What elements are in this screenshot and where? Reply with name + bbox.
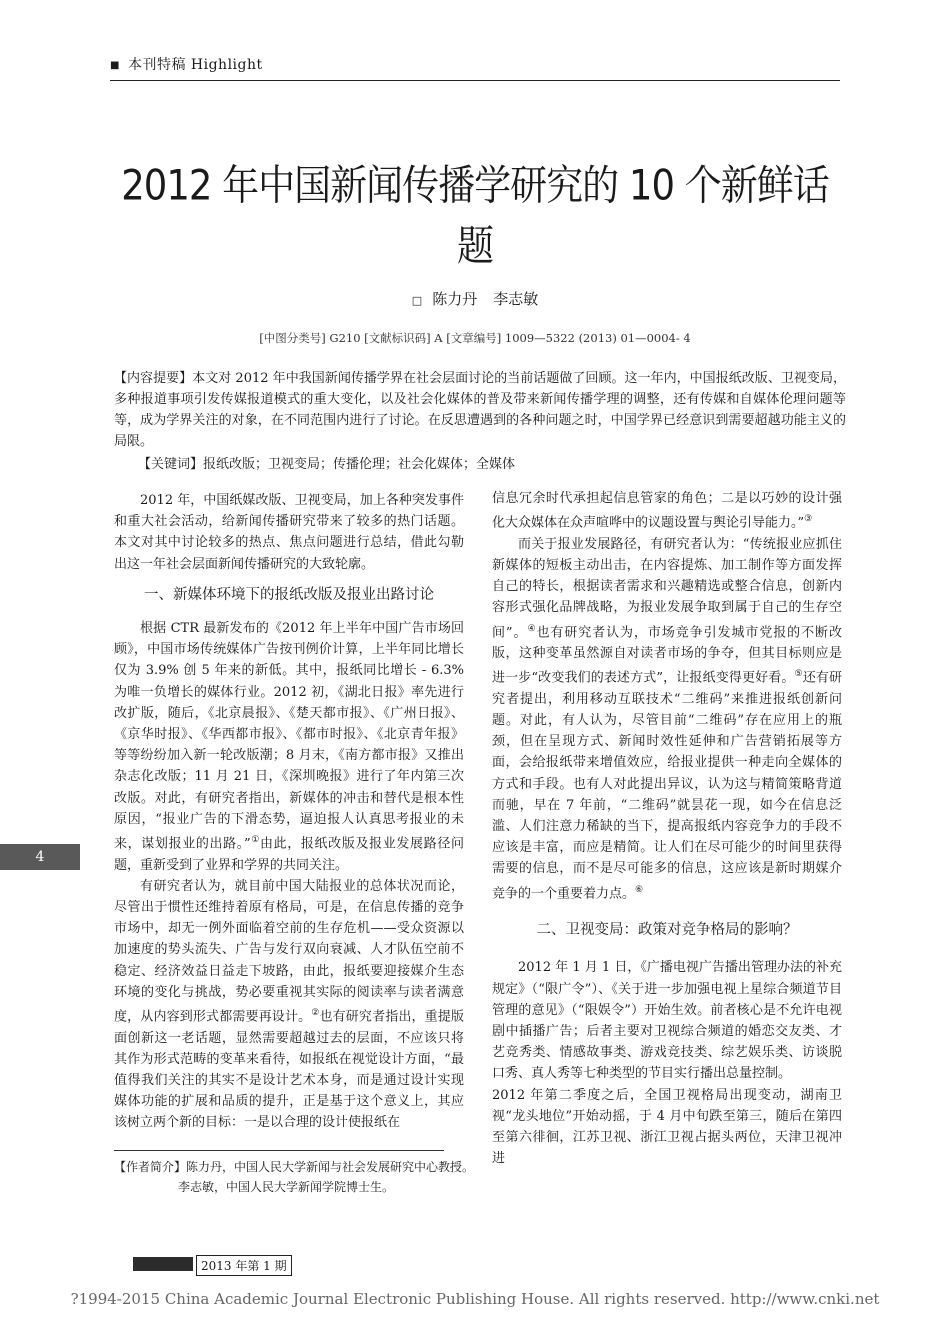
footnote-ref-3: ③ <box>804 514 813 525</box>
section-1-heading: 一、新媒体环境下的报纸改版及报业出路讨论 <box>144 586 434 603</box>
paragraph-1-text: 根据 CTR 最新发布的《2012 年上半年中国广告市场回顾》，中国市场传统媒体广告按刊例价计算，上半年同比增长仅为 3.9% 创 5 年来的新低。其中，报纸同比增长 - 6.3% 为唯一负增长的媒体行业。2012 初，《湖北日报》率先进行改扩版，随后，《北京晨报》、《楚天都市报》、《广州日报》、《京华时报》、《华西都市报》、《都市时报》、《北京青年报》等等纷纷加入新一轮改版潮；8 月末，《南方都市报》又推出杂志化改版；11 月 21 日，《深圳晚报》进行了年内第三次改版。对此，有研究者指出，新媒体的冲击和替代是根本性原因，“报业广告的下滑态势，逼迫报人认真思考报业的未来，谋划报业的出路。” <box>114 621 464 852</box>
paragraph-4: 2012 年 1 月 1 日，《广播电视广告播出管理办法的补充规定》（“限广令”）、《关于进一步加强电视上星综合频道节目管理的意见》（“限娱令”）开始生效。前者核心是不允许电视剧中插播广告；后者主要对卫视综合频道的婚恋交友类、才艺竞秀类、情感故事类、游戏竞技类、综艺娱乐类、访谈脱口秀、真人秀等七种类型的节目实行播出总量控制。 <box>492 960 842 1082</box>
paragraph-2 <box>114 876 464 1134</box>
article-title: 2012 年中国新闻传播学研究的 10 个新鲜话题 <box>121 161 829 271</box>
footnote-ref-2: ② <box>311 1008 320 1018</box>
paragraph-3-tail: 也有研究者认为，市场竞争引发城市党报的不断改版，这种变革虽然源自对读者市场的争夺，但其目标则应是进一步“改变我们的表述方式”，让报纸变得更好看。 <box>492 624 842 686</box>
paragraph-3 <box>492 534 842 904</box>
footnote-ref-6: ⑥ <box>635 884 644 895</box>
paragraph-continued <box>492 488 842 534</box>
paragraph-5: 2012 年第二季度之后，全国卫视格局出现变动，湖南卫视“龙头地位”开始动摇，于 4 月中旬跌至第三，随后在第四至第六徘徊，江苏卫视、浙江卫视占据头两位，天津卫视冲进 <box>492 1087 842 1167</box>
paragraph-1 <box>114 618 464 876</box>
author-2: 李志敏 <box>493 290 539 308</box>
paragraph-1-tail: 由此，报纸改版及报业发展路径问题，重新受到了业界和学界的共同关注。 <box>114 836 464 873</box>
footnote-line-1: 【作者简介】陈力丹，中国人民大学新闻与社会发展研究中心教授。 <box>114 1160 475 1174</box>
paragraph-continued-text: 信息冗余时代承担起信息管家的角色；二是以巧妙的设计强化大众媒体在众声喧哗中的议题设置与舆论引导能力。” <box>492 491 842 531</box>
header-label: 本刊特稿 Highlight <box>127 57 263 73</box>
header-square-icon: ■ <box>110 60 120 71</box>
page-number-tab: 4 <box>0 844 80 870</box>
issue-label: 2013 年第 1 期 <box>196 1255 292 1276</box>
keywords: 【关键词】报纸改版；卫视变局；传播伦理；社会化媒体；全媒体 <box>138 457 516 472</box>
journal-logo <box>133 1257 193 1271</box>
right-column <box>492 488 842 1169</box>
paragraph-2-text: 有研究者认为，就目前中国大陆报业的总体状况而论，尽管出于惯性还维持着原有格局，可是，在信息传播的竞争市场中，却无一例外面临着空前的生存危机——受众资源以加速度的势头流失、广告与发行双向衰减、人才队伍空前不稳定、经济效益日益走下坡路，由此，报纸要迎接媒介生态环境的变化与挑战，势必要重视其实际的阅读率与读者满意度，从内容到形式都需要再设计。 <box>114 878 464 1025</box>
author-footnote <box>114 1157 474 1197</box>
author-square-icon: □ <box>411 294 423 307</box>
left-column <box>114 490 464 1134</box>
copyright-line: ?1994-2015 China Academic Journal Electronic Publishing House. All rights reserved. http://www.cnki.net <box>70 1290 880 1308</box>
footnote-ref-4: ④ <box>527 623 537 634</box>
header-rule <box>110 80 840 81</box>
classification-line: [中图分类号] G210 [文献标识码] A [文章编号] 1009—5322 (2013) 01—0004- 4 <box>259 331 691 345</box>
footnote-ref-5: ⑤ <box>794 669 803 680</box>
paragraph-2-tail: 也有研究者指出，重提版面创新这一老话题，显然需要超越过去的层面，不应该只将其作为形式范畴的变革来看待，如报纸在视觉设计方面，“最值得我们关注的其实不是设计艺术本身，而是通过设计实现媒体功能的扩展和品质的提升，正是基于这个意义上，其应该树立两个新的目标：一是以合理的设计使报纸在 <box>114 1009 464 1131</box>
intro-paragraph: 2012 年，中国纸媒改版、卫视变局，加上各种突发事件和重大社会活动，给新闻传播研究带来了较多的热门话题。本文对其中讨论较多的热点、焦点问题进行总结，借此勾勒出这一年社会层面新闻传播研究的大致轮廓。 <box>114 493 464 572</box>
paragraph-3-text: 而关于报业发展路径，有研究者认为：“传统报业应抓住新媒体的短板主动出击，在内容提炼、加工制作等方面发挥自己的特长，根据读者需求和兴趣精选或整合信息，创新内容形式强化品牌战略，为报业发展争取到属于自己的生存空间”。 <box>492 536 842 640</box>
abstract: 【内容提要】本文对 2012 年中我国新闻传播学界在社会层面讨论的当前话题做了回顾。这一年内，中国报纸改版、卫视变局，多种报道事项引发传媒报道模式的重大变化，以及社会化媒体的普及带来新闻传播学理的调整，还有传媒和自媒体伦理问题等等，成为学界关注的对象，在不同范围内进行了讨论。在反思遭遇到的各种问题之时，中国学界已经意识到需要超越功能主义的局限。 <box>114 371 846 449</box>
authors <box>110 288 840 309</box>
footnote-line-2: 李志敏，中国人民大学新闻学院博士生。 <box>178 1180 395 1194</box>
author-1: 陈力丹 <box>432 290 478 308</box>
section-2-heading: 二、卫视变局：政策对竞争格局的影响？ <box>536 922 798 939</box>
footnote-rule <box>114 1150 444 1151</box>
paragraph-3-tail-2: 还有研究者提出，利用移动互联技术“二维码”来推进报纸创新问题。对此，有人认为，尽管目前“二维码”存在应用上的瓶颈，但在呈现方式、新闻时效性延伸和广告营销拓展等方面，会给报纸带来增值效应，给报业提供一种走向全媒体的方式和手段。也有人对此提出异议，认为这与精简策略背道而驰，早在 7 年前，“二维码”就昙花一现，如今在信息泛滥、人们注意力稀缺的当下，提高报纸内容竞争力的手段不应该是丰富，而应是精简。让人们在尽可能少的时间里获得需要的信息，而不是尽可能多的信息，这应该是新时期媒介竞争的一个重要着力点。 <box>492 670 842 901</box>
running-header <box>110 54 263 74</box>
footnote-ref-1: ① <box>250 835 260 846</box>
